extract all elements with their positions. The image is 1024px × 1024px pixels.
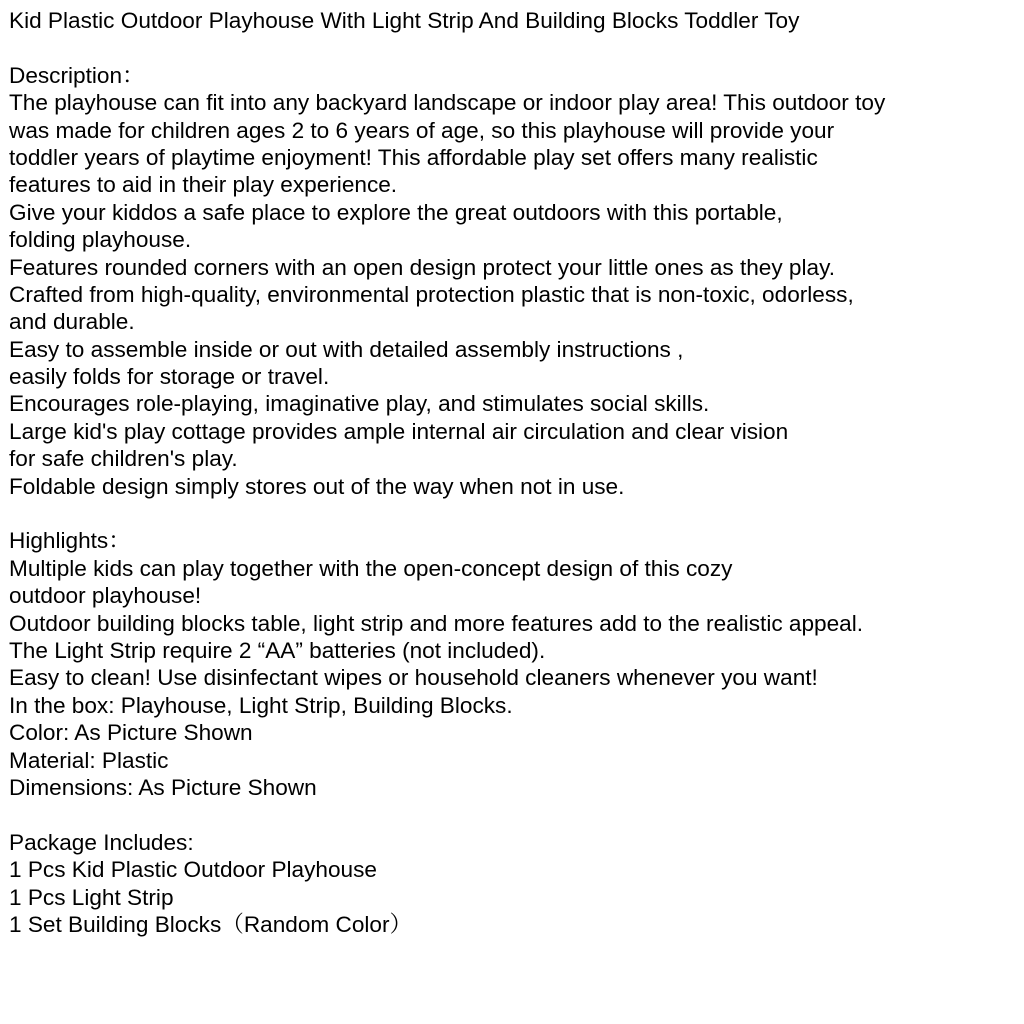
product-title: Kid Plastic Outdoor Playhouse With Light Strip And Building Blocks Toddler Toy (9, 8, 800, 33)
highlights-line: Easy to clean! Use disinfectant wipes or household cleaners whenever you want! (9, 665, 818, 691)
description-line: Crafted from high-quality, environmental protection plastic that is non-toxic, odorless, (9, 281, 854, 307)
spacer (9, 801, 1017, 828)
package-line: 1 Pcs Light Strip (9, 884, 174, 910)
package-heading: Package Includes: (9, 829, 194, 855)
description-line: and durable. (9, 309, 135, 335)
highlights-line: outdoor playhouse! (9, 583, 202, 609)
description-line: features to aid in their play experience. (9, 172, 398, 198)
description-line: easily folds for storage or travel. (9, 364, 330, 390)
product-description-document (9, 7, 1017, 938)
highlights-line: In the box: Playhouse, Light Strip, Building Blocks. (9, 692, 513, 718)
spacer (9, 500, 1017, 527)
description-line: toddler years of playtime enjoyment! This affordable play set offers many realistic (9, 144, 818, 170)
description-line: Features rounded corners with an open design protect your little ones as they play. (9, 254, 835, 280)
package-line: 1 Set Building Blocks（Random Color） (9, 911, 413, 937)
highlights-line: Material: Plastic (9, 747, 169, 773)
description-line: Foldable design simply stores out of the way when not in use. (9, 473, 625, 499)
description-line: for safe children's play. (9, 446, 238, 472)
description-line: Easy to assemble inside or out with detailed assembly instructions , (9, 336, 684, 362)
highlights-line: Outdoor building blocks table, light strip and more features add to the realistic appeal. (9, 610, 864, 636)
description-line: Give your kiddos a safe place to explore the great outdoors with this portable, (9, 199, 783, 225)
description-heading: Description： (9, 62, 145, 88)
highlights-heading: Highlights： (9, 528, 131, 554)
description-line: folding playhouse. (9, 227, 192, 253)
highlights-line: Color: As Picture Shown (9, 720, 253, 746)
spacer (9, 34, 1017, 61)
package-line: 1 Pcs Kid Plastic Outdoor Playhouse (9, 857, 377, 883)
highlights-line: The Light Strip require 2 “AA” batteries (not included). (9, 637, 546, 663)
description-line: Large kid's play cottage provides ample internal air circulation and clear vision (9, 418, 789, 444)
description-line: was made for children ages 2 to 6 years of age, so this playhouse will provide your (9, 117, 835, 143)
description-line: Encourages role-playing, imaginative play, and stimulates social skills. (9, 391, 710, 417)
highlights-line: Multiple kids can play together with the open-concept design of this cozy (9, 555, 733, 581)
description-line: The playhouse can fit into any backyard landscape or indoor play area! This outdoor toy (9, 90, 886, 116)
highlights-line: Dimensions: As Picture Shown (9, 774, 317, 800)
